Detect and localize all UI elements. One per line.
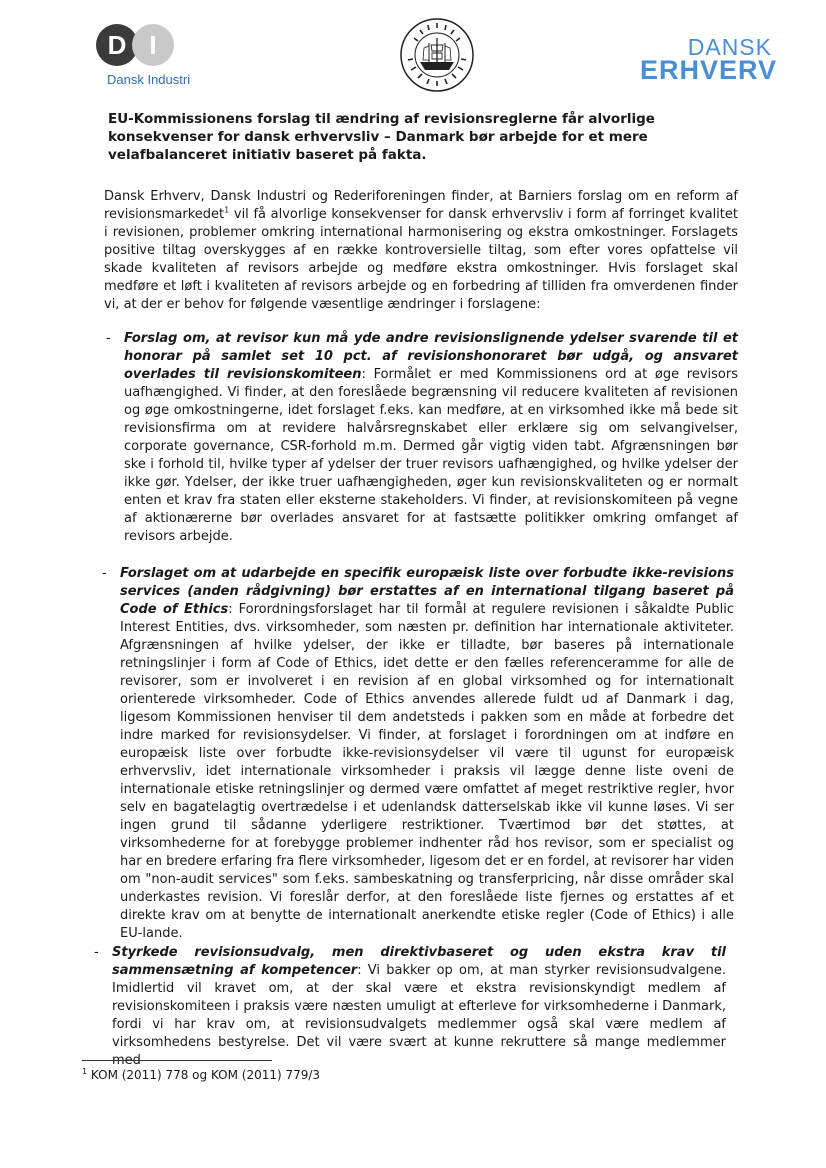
- intro-paragraph: [104, 188, 738, 314]
- de-logo-line1: DANSK: [687, 34, 772, 60]
- list-bullet: -: [102, 566, 107, 581]
- intro-text-before: Dansk Erhverv, Dansk Industri og Rederiforeningen finder, at Barniers forslag om en reform af revisionsmarkedet: [104, 189, 738, 222]
- list-item: [94, 944, 726, 1070]
- list-bullet: -: [94, 945, 99, 960]
- di-letter-i: I: [132, 24, 174, 66]
- di-letter-d: D: [96, 24, 138, 66]
- list-item-body: : Vi bakker op om, at man styrker revisionsudvalgene. Imidlertid vil kravet om, at der skal være et ekstra revisionskyndigt medlem af revisionskomiteen i praksis være næsten umuligt at efterleve for virksomhederne i Danmark, fordi vi har krav om, at revisionsudvalgets medlemmer også skal være medlem af virksomhedens bestyrelse. Det vil være svært at kunne rekruttere så mange medlemmer med: [112, 963, 726, 1068]
- document-title: EU-Kommissionens forslag til ændring af revisionsreglerne får alvorlige konsekvenser for dansk erhvervsliv – Danmark bør arbejde for et mere velafbalanceret initiativ baseret på fakta.: [108, 111, 655, 163]
- list-item: [106, 330, 738, 546]
- list-item-body: : Formålet er med Kommissionens ord at øge revisors uafhængighed. Vi finder, at den foreslåede begrænsning vil reducere kvaliteten af revisionen og øge omkostningerne, idet forslaget f.eks. kan medføre, at en virksomhed ikke må bede sit revisionsfirma om at revidere halvårsregnskabet eller erklære sig om selvangivelser, corporate governance, CSR-forhold m.m. Dermed går vigtig viden tabt. Afgrænsningen bør ske i forhold til, hvilke typer af ydelser der truer revisors uafhængighed, og hvilke ydelser der ikke gør. Ydelser, der ikke truer uafhængigheden, øger kun revisionskvaliteten og er normalt enten et krav fra staten eller eksterne stakeholders. Vi finder, at revisionskomiteen på vegne af aktionærerne bør overlades ansvaret for at fastsætte politikker omkring omfanget af revisors arbejde.: [124, 367, 738, 544]
- list-item-lead: Styrkede revisionsudvalg, men direktivbaseret og uden ekstra krav til sammensætning af kompetencer: [112, 945, 726, 978]
- footnote-text: KOM (2011) 778 og KOM (2011) 779/3: [87, 1068, 321, 1082]
- list-item-lead: Forslag om, at revisor kun må yde andre revisionslignende ydelser svarende til et honorar på samlet set 10 pct. af revisionshonoraret bør udgå, og ansvaret overlades til revisionskomiteen: [124, 331, 738, 382]
- di-logo-mark: [96, 24, 186, 68]
- dansk-erhverv-logo: [640, 34, 778, 85]
- list-item: [102, 565, 734, 943]
- dansk-industri-logo: [96, 24, 206, 94]
- footnote-divider: [82, 1060, 272, 1061]
- de-logo-line2: ERHVERV: [640, 55, 778, 85]
- footnote: [82, 1068, 320, 1082]
- list-bullet: -: [106, 331, 111, 346]
- footnote-number: 1: [82, 1067, 88, 1076]
- danmarks-rederiforening-seal-icon: [398, 16, 476, 94]
- footnote-reference: 1: [224, 205, 230, 215]
- seal-graphic: [398, 16, 476, 94]
- intro-text-after: vil få alvorlige konsekvenser for dansk erhvervsliv i form af forringet kvalitet i revisionen, problemer omkring international harmonisering og ekstra omkostninger. Forslagets positive tiltag overskygges af en række kontroversielle tiltag, som efter vores opfattelse vil skade kvaliteten af revisors arbejde og medføre ekstra omkostninger. Hvis forslaget skal medføre et løft i kvaliteten af revisors arbejde og en forbedring af tilliden fra omverdenen finder vi, at der er behov for følgende væsentlige ændringer i forslagene:: [104, 207, 738, 312]
- list-item-body: : Forordningsforslaget har til formål at regulere revisionen i såkaldte Public Interest Entities, dvs. virksomheder, som næsten pr. definition har internationale aktiviteter. Afgrænsningen af hvilke ydelser, der ikke er tilladte, bør baseres på internationale retningslinjer i form af Code of Ethics, idet dette er den fælles referenceramme for alle de revisorer, som er involveret i en revision af en global virksomhed og for internationalt orienterede virksomheder. Code of Ethics anvendes allerede fuldt ud af Danmark i dag, ligesom Kommissionen henviser til dem andetsteds i pakken som en måde at forbedre det indre marked for revisionsydelser. Vi finder, at forslaget i forordningen om at indføre en europæisk liste over forbudte ikke-revisionsydelser vil være til ugunst for europæisk erhvervsliv, idet internationale virksomheder i praksis vil lægge denne liste oveni de internationale etiske retningslinjer og dermed være omfattet af meget restriktive regler, hvor selv en bagatelagtig overtrædelse i et udenlandsk datterselskab ikke vil kunne løses. Vi ser ingen grund til sådanne yderligere restriktioner. Tværtimod bør det støttes, at virksomhederne for at forebygge problemer indhenter råd hos revisor, som er specialist og har en bredere erfaring fra flere virksomheder, ligesom det er en fordel, at revisorer har viden om "non-audit services" som f.eks. sambeskatning og transferpricing, når disse områder skal underkastes revision. Vi foreslår derfor, at den foreslåede liste fjernes og erstattes af et direkte krav om at benytte de internationalt anerkendte etiske regler (Code of Ethics) i alle EU-lande.: [120, 602, 734, 941]
- list-item-lead: Forslaget om at udarbejde en specifik europæisk liste over forbudte ikke-revisions services (anden rådgivning) bør erstattes af en international tilgang baseret på Code of Ethics: [120, 566, 734, 617]
- di-logo-name: Dansk Industri: [107, 72, 191, 87]
